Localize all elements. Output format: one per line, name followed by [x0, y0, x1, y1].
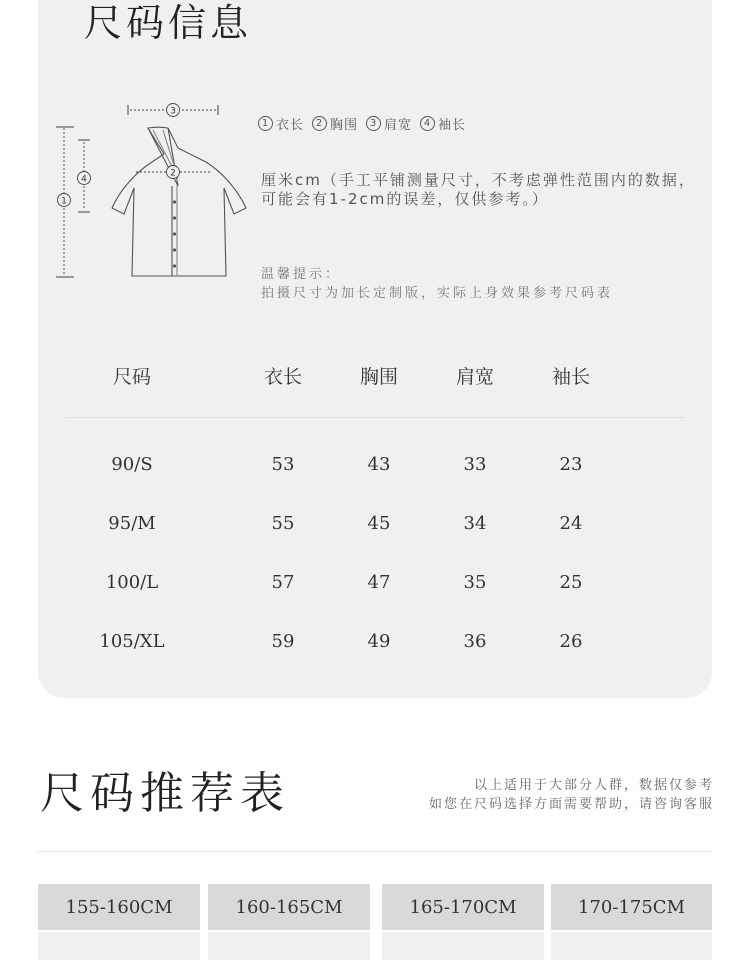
table-cell: 90/S — [111, 454, 153, 475]
tip-block — [261, 265, 701, 303]
legend-number: 4 — [420, 116, 435, 131]
diagram-label-sleeve: 4 — [81, 174, 87, 185]
size-info-title: 尺码信息 — [84, 1, 253, 45]
diagram-label-length: 1 — [61, 196, 67, 207]
table-cell: 59 — [271, 631, 295, 652]
recommend-cell — [551, 932, 712, 960]
table-cell: 55 — [271, 513, 295, 534]
recommend-title: 尺码推荐表 — [40, 768, 290, 819]
table-cell: 34 — [463, 513, 487, 534]
tip-text: 拍摄尺寸为加长定制版，实际上身效果参考尺码表 — [261, 286, 614, 301]
table-header-size: 尺码 — [112, 366, 151, 388]
garment-outline — [112, 127, 246, 276]
table-header-shoulder: 肩宽 — [455, 366, 494, 388]
legend-item-length — [258, 114, 304, 133]
table-cell: 35 — [463, 572, 487, 593]
recommend-header-170-175: 170-175CM — [551, 884, 712, 930]
table-cell: 100/L — [105, 572, 159, 593]
recommend-header-160-165: 160-165CM — [208, 884, 370, 930]
recommend-header-165-170: 165-170CM — [382, 884, 544, 930]
recommend-header-155-160: 155-160CM — [38, 884, 200, 930]
table-header-sleeve: 袖长 — [551, 366, 590, 388]
legend-number: 2 — [312, 116, 327, 131]
measurement-note: 厘米cm（手工平铺测量尺寸，不考虑弹性范围内的数据，可能会有1-2cm的误差，仅供参考。） — [261, 171, 696, 208]
table-cell: 105/XL — [99, 631, 165, 652]
table-cell: 36 — [463, 631, 487, 652]
legend-item-chest — [312, 114, 358, 133]
recommend-note — [429, 776, 714, 814]
recommend-note-line: 如您在尺码选择方面需要帮助，请咨询客服 — [428, 797, 714, 812]
legend-label: 胸围 — [330, 118, 359, 133]
recommend-note-line: 以上适用于大部分人群，数据仅参考 — [473, 778, 714, 793]
cardigan-diagram — [50, 100, 255, 285]
table-cell: 24 — [559, 513, 583, 534]
legend-item-shoulder — [366, 114, 412, 133]
table-cell: 26 — [559, 631, 583, 652]
tip-label: 温馨提示： — [261, 267, 342, 282]
buttons — [173, 200, 176, 267]
recommend-cell — [382, 932, 544, 960]
divider — [38, 851, 712, 852]
recommend-cell — [38, 932, 200, 960]
legend-number: 3 — [366, 116, 381, 131]
table-divider — [66, 417, 684, 418]
table-header-length: 衣长 — [263, 366, 302, 388]
legend-label: 衣长 — [276, 118, 305, 133]
legend-label: 袖长 — [438, 118, 467, 133]
table-cell: 45 — [367, 513, 391, 534]
table-cell: 47 — [367, 572, 391, 593]
measurement-legend — [258, 114, 466, 133]
legend-item-sleeve — [420, 114, 466, 133]
legend-number: 1 — [258, 116, 273, 131]
recommend-cell — [208, 932, 370, 960]
table-header-chest: 胸围 — [359, 366, 398, 388]
table-cell: 43 — [367, 454, 391, 475]
diagram-label-chest: 2 — [170, 168, 176, 179]
table-cell: 49 — [367, 631, 391, 652]
legend-label: 肩宽 — [384, 118, 413, 133]
diagram-label-shoulder: 3 — [170, 106, 176, 117]
table-cell: 95/M — [108, 513, 156, 534]
table-cell: 57 — [271, 572, 295, 593]
table-cell: 25 — [559, 572, 583, 593]
table-cell: 53 — [271, 454, 295, 475]
table-cell: 23 — [559, 454, 583, 475]
table-cell: 33 — [463, 454, 487, 475]
